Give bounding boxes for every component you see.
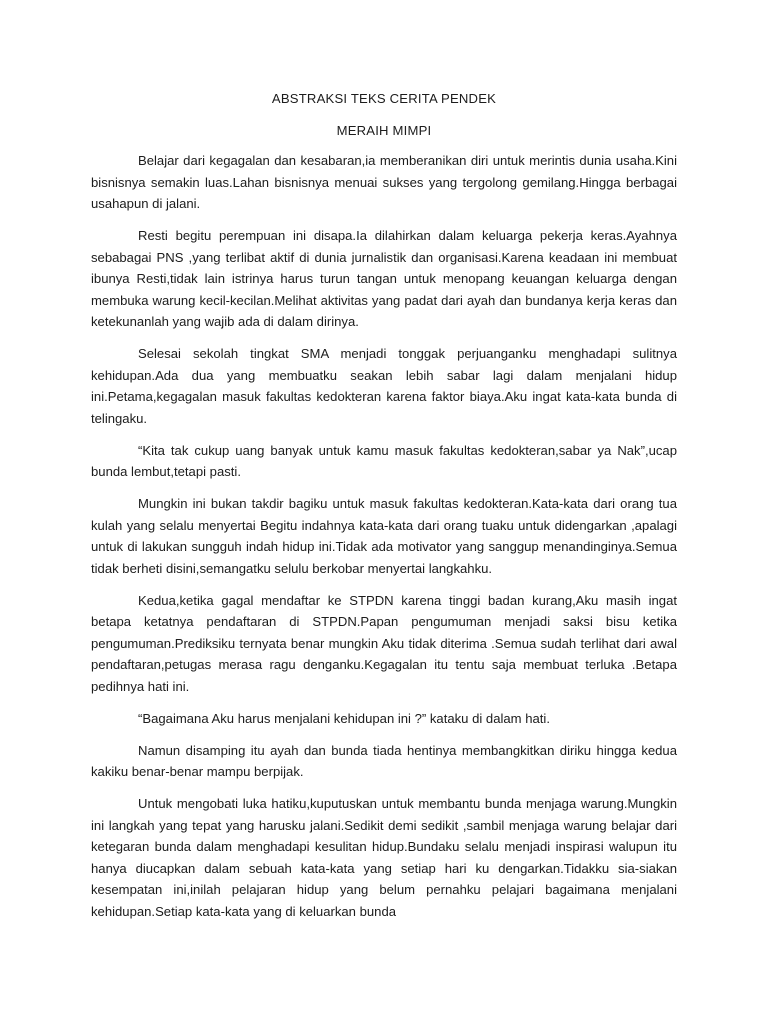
document-title: ABSTRAKSI TEKS CERITA PENDEK [271, 91, 497, 106]
document-body [91, 88, 677, 933]
paragraph-quote: “Kita tak cukup uang banyak untuk kamu masuk fakultas kedokteran,sabar ya Nak”,ucap bunda lembut,tetapi pasti. [91, 442, 677, 479]
paragraph: Kedua,ketika gagal mendaftar ke STPDN karena tinggi badan kurang,Aku masih ingat betapa ketatnya pendaftaran di STPDN.Papan pengumuman menjadi saksi bisu ketika pengumuman.Prediksiku ternyata benar mungkin Aku tidak diterima .Semua sudah terlihat dari awal pendaftaran,petugas merasa ragu denganku.Kegagalan itu tentu saja membuat terluka .Betapa pedihnya hati ini. [91, 592, 677, 694]
paragraph: Mungkin ini bukan takdir bagiku untuk masuk fakultas kedokteran.Kata-kata dari orang tua kulah yang selalu menyertai Begitu indahnya kata-kata dari orang tuaku untuk didengarkan ,apalagi untuk di lakukan sungguh indah hidup ini.Tidak ada motivator yang sanggup menandinginya.Semua tidak berheti disini,semangatku selulu berkobar menyertai langkahku. [91, 496, 677, 576]
story-title: MERAIH MIMPI [336, 122, 432, 138]
paragraph-quote: “Bagaimana Aku harus menjalani kehidupan ini ?” kataku di dalam hati. [138, 710, 550, 726]
paragraph: Untuk mengobati luka hatiku,kuputuskan untuk membantu bunda menjaga warung.Mungkin ini langkah yang tepat yang harusku jalani.Sedikit demi sedikit ,sambil menjaga warung belajar dari ketegaran bunda dalam menghadapi kesulitan hidup.Bundaku selalu menjadi inspirasi walupun itu hanya diucapkan dalam sebuah kata-kata yang setiap hari ku dengarkan.Tidakku sia-siakan kesempatan ini,inilah pelajaran hidup yang belum pernahku pelajari bagaimana menjalani kehidupan.Setiap kata-kata yang di keluarkan bunda [91, 796, 677, 919]
paragraph: Resti begitu perempuan ini disapa.Ia dilahirkan dalam keluarga pekerja keras.Ayahnya sebabagai PNS ,yang terlibat aktif di dunia jurnalistik dan organisasi.Karena keadaan ini membuat ibunya Resti,tidak lain istrinya harus turun tangan untuk menopang keuangan keluarga dengan membuka warung kecil-kecilan.Melihat aktivitas yang padat dari ayah dan bundanya kerja keras dan ketekunanlah yang wajib ada di dalam dirinya. [91, 228, 677, 329]
paragraph: Namun disamping itu ayah dan bunda tiada hentinya membangkitkan diriku hingga kedua kakiku benar-benar mampu berpijak. [91, 742, 677, 779]
paragraph: Belajar dari kegagalan dan kesabaran,ia memberanikan diri untuk merintis dunia usaha.Kini bisnisnya semakin luas.Lahan bisnisnya menuai sukses yang tergolong gemilang.Hingga berbagai usahapun di jalani. [91, 153, 677, 211]
paragraph: Selesai sekolah tingkat SMA menjadi tonggak perjuanganku menghadapi sulitnya kehidupan.Ada dua yang membuatku seakan lebih sabar lagi dalam menjalani hidup ini.Petama,kegagalan masuk fakultas kedokteran karena faktor biaya.Aku ingat kata-kata bunda di telingaku. [91, 346, 677, 426]
